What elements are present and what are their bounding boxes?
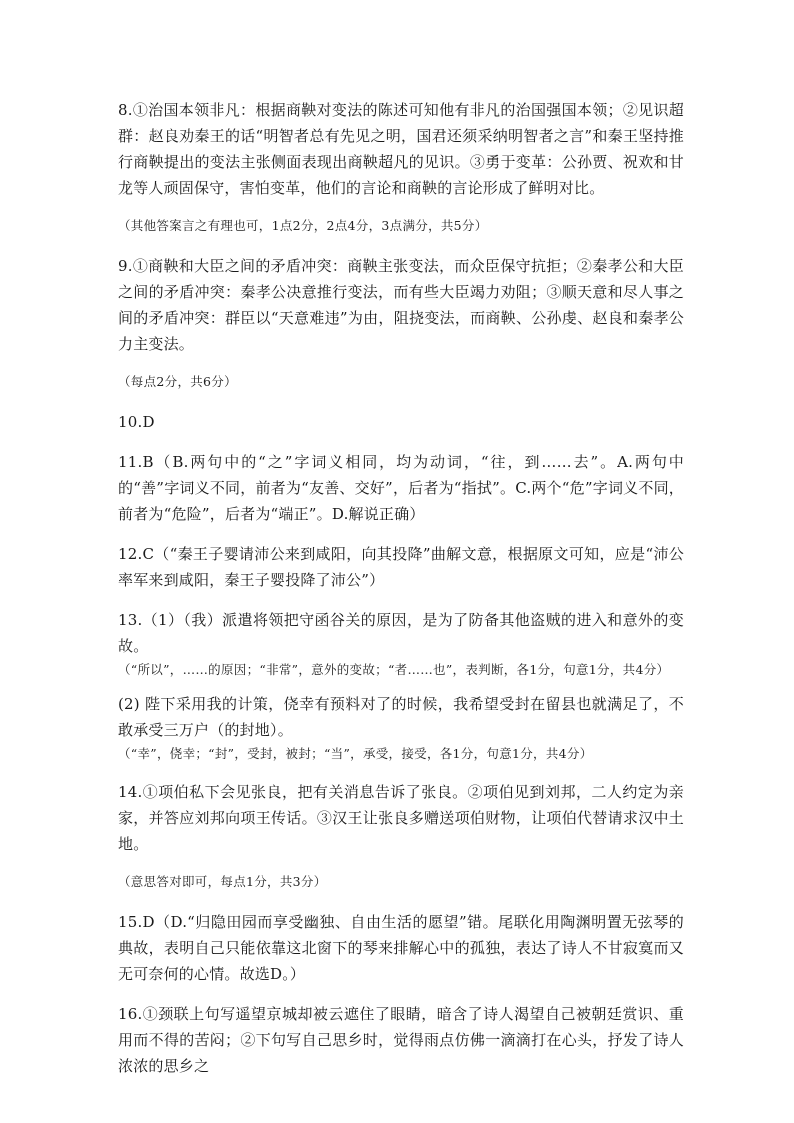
answer-11: 11.B（B.两句中的“之”字词义相同，均为动词，“往，到……去”。A.两句中的“善”字词义不同，前者为“友善、交好”，后者为“指拭”。C.两个“危”字词义不同，前者为“危险”，后者为“端正”。D.解说正确） <box>118 453 684 523</box>
answer-14-scoring-note: （意思答对即可，每点1分，共3分） <box>118 874 327 889</box>
answer-13-part-1: 13.（1）（我）派遣将领把守函谷关的原因，是为了防备其他盗贼的进入和意外的变故。 <box>118 611 684 655</box>
answer-16: 16.①颈联上句写遥望京城却被云遮住了眼睛，暗含了诗人渴望自己被朝廷赏识、重用而不得的苦闷；②下句写自己思乡时，觉得雨点仿佛一滴滴打在心头，抒发了诗人浓浓的思乡之 <box>118 1005 684 1075</box>
answer-9-scoring-note: （每点2分，共6分） <box>118 374 237 389</box>
answer-key-page <box>118 97 684 1079</box>
answer-8: 8.①治国本领非凡：根据商鞅对变法的陈述可知他有非凡的治国强国本领；②见识超群：赵良劝秦王的话“明智者总有先见之明，国君还须采纳明智者之言”和秦王坚持推行商鞅提出的变法主张侧面表现出商鞅超凡的见识。③勇于变革：公孙贾、祝欢和甘龙等人顽固保守，害怕变革，他们的言论和商鞅的言论形成了鲜明对比。 <box>118 101 684 197</box>
answer-8-scoring-note: （其他答案言之有理也可，1点2分，2点4分，3点满分，共5分） <box>118 218 488 233</box>
answer-12: 12.C（“秦王子婴请沛公来到咸阳，向其投降”曲解文意，根据原文可知，应是“沛公率军来到咸阳，秦王子婴投降了沛公”） <box>118 545 684 589</box>
answer-14: 14.①项伯私下会见张良，把有关消息告诉了张良。②项伯见到刘邦，二人约定为亲家，并答应刘邦向项王传话。③汉王让张良多赠送项伯财物，让项伯代替请求汉中土地。 <box>118 783 684 853</box>
answer-15: 15.D（D.“归隐田园而享受幽独、自由生活的愿望”错。尾联化用陶渊明置无弦琴的典故，表明自己只能依靠这北窗下的琴来排解心中的孤独，表达了诗人不甘寂寞而又无可奈何的心情。故选D。） <box>118 913 684 983</box>
answer-13-part-2-note: （“幸”，侥幸；“封”，受封，被封；“当”，承受，接受，各1分，句意1分，共4分） <box>118 746 593 761</box>
answer-9: 9.①商鞅和大臣之间的矛盾冲突：商鞅主张变法，而众臣保守抗拒；②秦孝公和大臣之间的矛盾冲突：秦孝公决意推行变法，而有些大臣竭力劝阻；③顺天意和尽人事之间的矛盾冲突：群臣以“天意难违”为由，阻挠变法，而商鞅、公孙虔、赵良和秦孝公力主变法。 <box>118 257 684 353</box>
answer-13-part-1-note: （“所以”，……的原因；“非常”，意外的变故；“者……也”，表判断，各1分，句意1分，共4分） <box>118 662 670 677</box>
answer-10: 10.D <box>118 413 155 431</box>
answer-13-part-2: (2) 陛下采用我的计策，侥幸有预料对了的时候，我希望受封在留县也就满足了，不敢承受三万户（的封地）。 <box>118 695 684 739</box>
